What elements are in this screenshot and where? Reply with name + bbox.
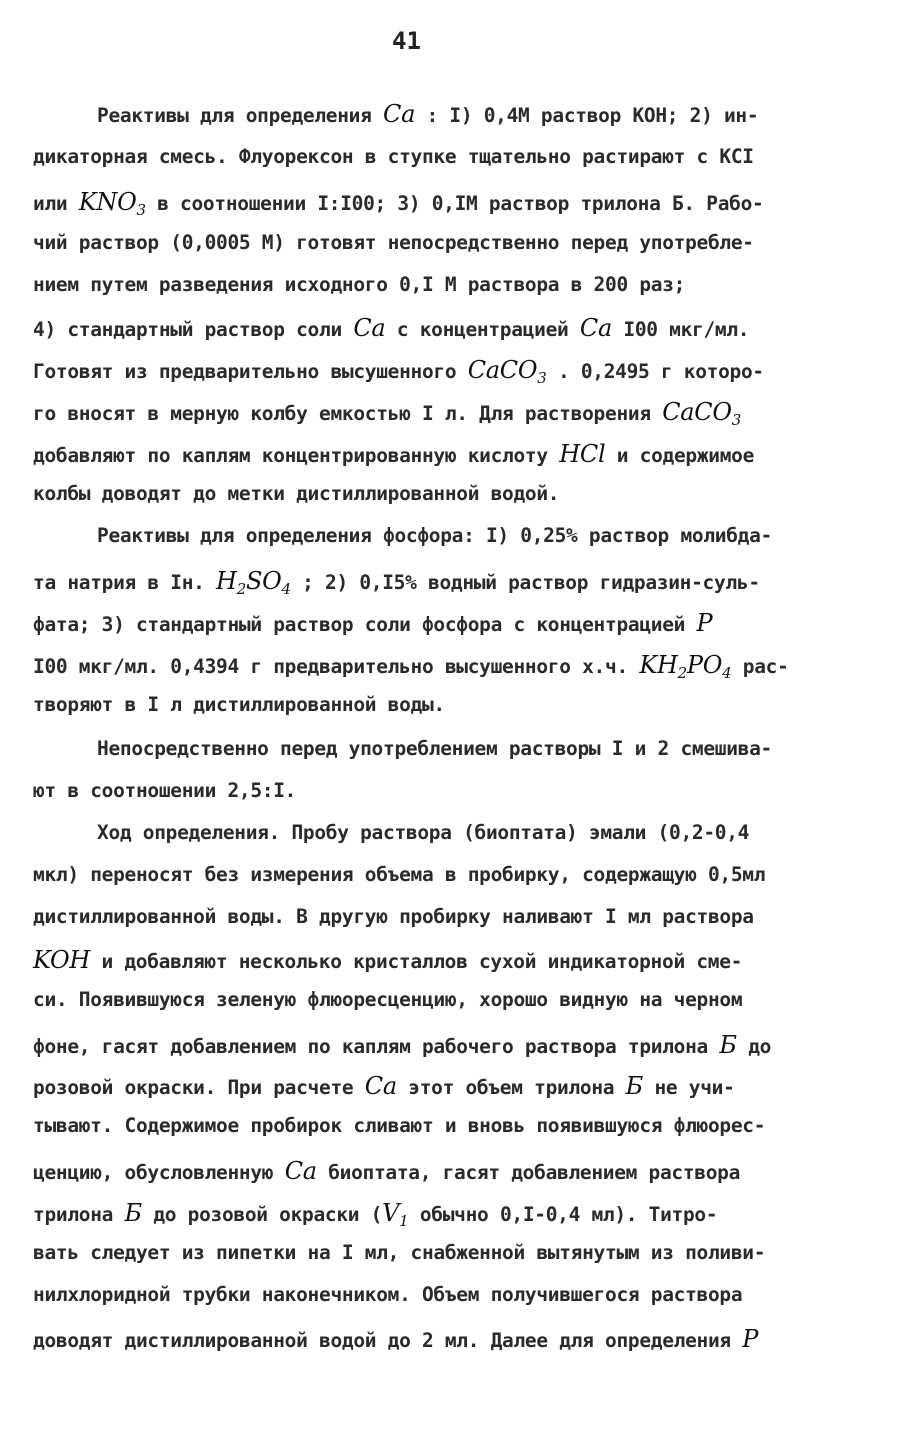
text-line	[0, 188, 904, 219]
handwritten-formula: Ca	[383, 100, 416, 128]
typed-text: колбы доводят до метки дистиллированной водой.	[33, 482, 560, 505]
handwritten-formula: CaCO	[662, 398, 732, 426]
typed-text: фата; 3) стандартный раствор соли фосфора с концентрацией	[33, 613, 697, 636]
typed-text: фоне, гасят добавлением по каплям рабочего раствора трилона	[33, 1035, 720, 1058]
handwritten-formula: KH	[639, 651, 678, 679]
typed-text: Непосредственно перед употреблением растворы I и 2 смешива-	[97, 737, 772, 760]
text-line	[0, 440, 904, 468]
handwritten-formula: Б	[124, 1199, 142, 1227]
typed-text: Реактивы для определения фосфора: I) 0,25% раствор молибда-	[97, 524, 772, 547]
handwritten-formula: Ca	[284, 1157, 317, 1185]
text-line	[0, 567, 904, 598]
handwritten-subscript: 3	[731, 411, 741, 429]
typed-text: розовой окраски. При расчете	[33, 1076, 365, 1099]
typed-text: тывают. Содержимое пробирок сливают и вновь появившуюся флюорес-	[33, 1114, 766, 1137]
typed-text: . 0,2495 г которо-	[546, 360, 764, 383]
handwritten-subscript: 1	[399, 1212, 409, 1230]
text-line	[0, 988, 904, 1011]
typed-text: Реактивы для определения	[97, 104, 384, 127]
handwritten-subscript: 2	[236, 580, 246, 598]
typed-text: трилона	[33, 1203, 125, 1226]
typed-text: нием путем разведения исходного 0,I М раствора в 200 раз;	[33, 273, 686, 296]
typed-text: вать следует из пипетки на I мл, снабженной вытянутым из поливи-	[33, 1241, 766, 1264]
typed-text: Ход определения. Пробу раствора (биоптата) эмали (0,2-0,4	[97, 821, 750, 844]
handwritten-formula: KNO	[78, 188, 137, 216]
typed-text: и добавляют несколько кристаллов сухой индикаторной сме-	[90, 950, 743, 973]
typed-text: не учи-	[643, 1076, 735, 1099]
text-line	[0, 398, 904, 429]
text-line	[0, 1157, 904, 1185]
handwritten-subscript: 3	[136, 201, 146, 219]
handwritten-formula: Ca	[364, 1072, 397, 1100]
handwritten-formula: Ca	[353, 314, 386, 342]
text-line	[0, 314, 904, 342]
typed-text: Готовят из предварительно высушенного	[33, 360, 468, 383]
handwritten-subscript: 4	[281, 580, 291, 598]
typed-text: в соотношении I:I00; 3) 0,IМ раствор трилона Б. Рабо-	[145, 192, 764, 215]
text-line	[0, 693, 904, 716]
typed-text: та натрия в Iн.	[33, 571, 217, 594]
handwritten-formula: KOH	[33, 946, 90, 974]
typed-text: с концентрацией	[385, 318, 580, 341]
handwritten-subscript: 2	[677, 664, 687, 682]
text-line	[0, 779, 904, 802]
typed-text: обычно 0,I-0,4 мл). Титро-	[408, 1203, 718, 1226]
typed-text: или	[33, 192, 79, 215]
handwritten-formula: PO	[686, 651, 723, 679]
text-line	[0, 1325, 904, 1353]
handwritten-formula: HCl	[559, 440, 606, 468]
typed-text: добавляют по каплям концентрированную кислоту	[33, 444, 560, 467]
typed-text: творяют в I л дистиллированной воды.	[33, 693, 445, 716]
typed-text: I00 мкг/мл. 0,4394 г предварительно высушенного х.ч.	[33, 655, 640, 678]
typed-text: ценцию, обусловленную	[33, 1161, 285, 1184]
handwritten-formula: H	[216, 567, 237, 595]
text-line	[0, 1031, 904, 1059]
typed-text: дистиллированной воды. В другую пробирку наливают I мл раствора	[33, 905, 754, 928]
handwritten-formula: P	[696, 609, 713, 637]
typed-text: чий раствор (0,0005 М) готовят непосредственно перед употребле-	[33, 231, 754, 254]
typed-text: : I) 0,4М раствор КОН; 2) ин-	[415, 104, 759, 127]
typed-text: I00 мкг/мл.	[611, 318, 750, 341]
text-line	[0, 524, 904, 547]
handwritten-subscript: 3	[537, 369, 547, 387]
text-line	[0, 821, 904, 844]
handwritten-formula: Б	[719, 1031, 737, 1059]
text-line	[0, 356, 904, 387]
typed-text: доводят дистиллированной водой до 2 мл. Далее для определения	[33, 1329, 743, 1352]
text-line	[0, 145, 904, 168]
page-number: 41	[392, 27, 421, 55]
typed-text: дикаторная смесь. Флуорексон в ступке тщательно растирают с КСI	[33, 145, 754, 168]
text-line	[0, 1072, 904, 1100]
typed-text: го вносят в мерную колбу емкостью I л. Для растворения	[33, 402, 663, 425]
typed-text: мкл) переносят без измерения объема в пробирку, содержащую 0,5мл	[33, 863, 766, 886]
typed-text: и содержимое	[605, 444, 755, 467]
text-line	[0, 863, 904, 886]
text-line	[0, 1241, 904, 1264]
handwritten-formula: Б	[625, 1072, 643, 1100]
handwritten-subscript: 4	[722, 664, 732, 682]
text-line	[0, 100, 904, 128]
typed-text: этот объем трилона	[396, 1076, 626, 1099]
handwritten-formula: CaCO	[467, 356, 538, 384]
typed-text: си. Появившуюся зеленую флюоресценцию, хорошо видную на черном	[33, 988, 743, 1011]
typed-text: ют в соотношении 2,5:I.	[33, 779, 297, 802]
text-line	[0, 905, 904, 928]
typed-text: нилхлоридной трубки наконечником. Объем получившегося раствора	[33, 1283, 743, 1306]
text-line	[0, 1199, 904, 1230]
handwritten-formula: Ca	[579, 314, 612, 342]
handwritten-formula: P	[742, 1325, 759, 1353]
text-line	[0, 273, 904, 296]
typed-text: биоптата, гасят добавлением раствора	[316, 1161, 741, 1184]
typed-text: до	[736, 1035, 772, 1058]
typed-text: ; 2) 0,I5% водный раствор гидразин-суль-	[290, 571, 760, 594]
typed-text: рас-	[731, 655, 789, 678]
text-line	[0, 1114, 904, 1137]
handwritten-formula: SO	[245, 567, 282, 595]
text-line	[0, 651, 904, 682]
typed-text: до розовой окраски (	[141, 1203, 383, 1226]
text-line	[0, 231, 904, 254]
typed-text: 4) стандартный раствор соли	[33, 318, 354, 341]
text-line	[0, 1283, 904, 1306]
text-line	[0, 609, 904, 637]
text-line	[0, 737, 904, 760]
text-line	[0, 482, 904, 505]
text-line	[0, 946, 904, 974]
handwritten-formula: V	[382, 1199, 400, 1227]
